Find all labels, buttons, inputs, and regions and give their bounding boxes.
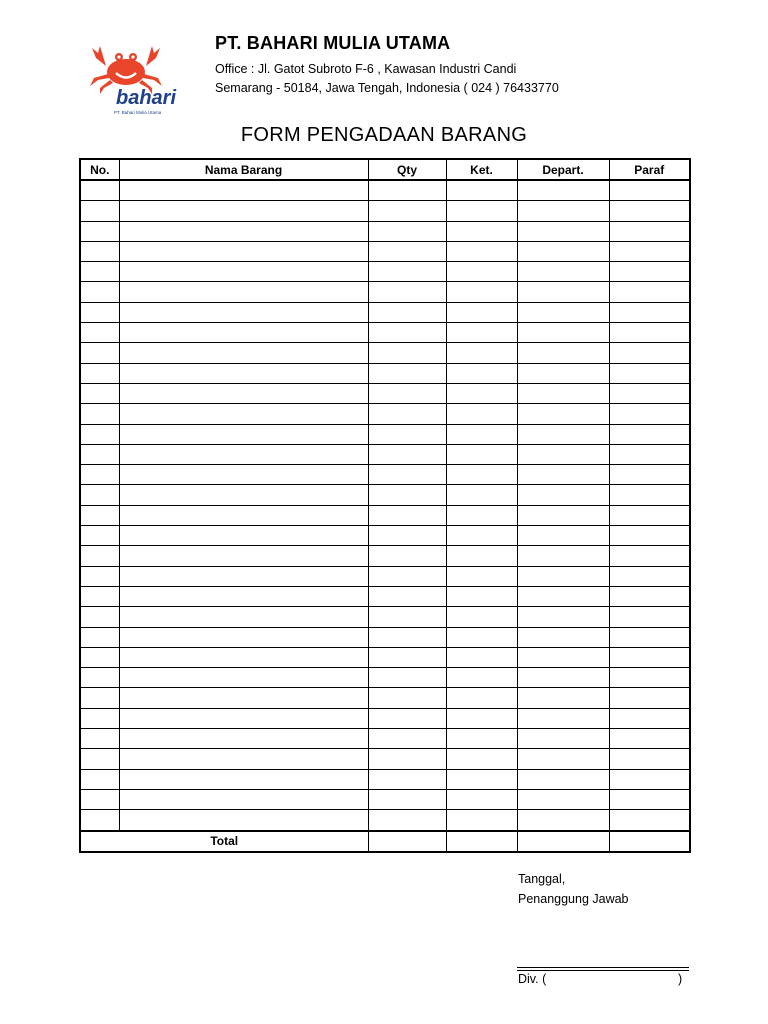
table-row: [80, 383, 690, 403]
cell-no[interactable]: [80, 282, 119, 302]
cell-depart[interactable]: [517, 444, 609, 464]
total-row: [80, 831, 690, 852]
cell-ket[interactable]: [446, 749, 517, 769]
cell-no[interactable]: [80, 302, 119, 322]
cell-qty[interactable]: [368, 465, 446, 485]
cell-depart[interactable]: [517, 282, 609, 302]
cell-paraf[interactable]: [609, 607, 690, 627]
cell-ket[interactable]: [446, 586, 517, 606]
table-row: [80, 566, 690, 586]
cell-ket[interactable]: [446, 180, 517, 201]
cell-no[interactable]: [80, 383, 119, 403]
cell-ket[interactable]: [446, 485, 517, 505]
cell-qty[interactable]: [368, 485, 446, 505]
cell-nama-barang[interactable]: [119, 729, 368, 749]
column-header-paraf: Paraf: [609, 159, 690, 180]
cell-qty[interactable]: [368, 546, 446, 566]
cell-no[interactable]: [80, 789, 119, 809]
cell-paraf[interactable]: [609, 383, 690, 403]
cell-paraf[interactable]: [609, 769, 690, 789]
cell-depart[interactable]: [517, 180, 609, 201]
cell-no[interactable]: [80, 546, 119, 566]
cell-depart[interactable]: [517, 647, 609, 667]
cell-ket[interactable]: [446, 789, 517, 809]
cell-nama-barang[interactable]: [119, 180, 368, 201]
cell-qty[interactable]: [368, 769, 446, 789]
company-address-line1: Office : Jl. Gatot Subroto F-6 , Kawasan Industri Candi: [215, 62, 517, 76]
cell-nama-barang[interactable]: [119, 383, 368, 403]
cell-qty[interactable]: [368, 363, 446, 383]
cell-qty[interactable]: [368, 789, 446, 809]
cell-paraf[interactable]: [609, 789, 690, 809]
cell-nama-barang[interactable]: [119, 404, 368, 424]
table-row: [80, 789, 690, 809]
cell-depart[interactable]: [517, 323, 609, 343]
cell-nama-barang[interactable]: [119, 465, 368, 485]
cell-depart[interactable]: [517, 241, 609, 261]
table-row: [80, 262, 690, 282]
cell-paraf[interactable]: [609, 262, 690, 282]
cell-nama-barang[interactable]: [119, 769, 368, 789]
table-row: [80, 546, 690, 566]
total-cell-paraf[interactable]: [609, 831, 690, 852]
cell-paraf[interactable]: [609, 404, 690, 424]
cell-no[interactable]: [80, 180, 119, 201]
cell-nama-barang[interactable]: [119, 708, 368, 728]
cell-nama-barang[interactable]: [119, 627, 368, 647]
cell-ket[interactable]: [446, 627, 517, 647]
cell-nama-barang[interactable]: [119, 810, 368, 831]
cell-depart[interactable]: [517, 810, 609, 831]
cell-nama-barang[interactable]: [119, 668, 368, 688]
cell-depart[interactable]: [517, 708, 609, 728]
cell-depart[interactable]: [517, 668, 609, 688]
cell-nama-barang[interactable]: [119, 566, 368, 586]
cell-depart[interactable]: [517, 505, 609, 525]
logo-subtext: PT. Bahari Mulia Utama: [114, 110, 162, 115]
cell-ket[interactable]: [446, 688, 517, 708]
procurement-table: [79, 158, 691, 853]
cell-no[interactable]: [80, 586, 119, 606]
table-row: [80, 241, 690, 261]
cell-nama-barang[interactable]: [119, 323, 368, 343]
cell-no[interactable]: [80, 201, 119, 221]
cell-no[interactable]: [80, 465, 119, 485]
table-row: [80, 485, 690, 505]
cell-paraf[interactable]: [609, 566, 690, 586]
cell-ket[interactable]: [446, 282, 517, 302]
cell-qty[interactable]: [368, 444, 446, 464]
table-body: [80, 180, 690, 831]
column-header-nama-barang: Nama Barang: [119, 159, 368, 180]
cell-ket[interactable]: [446, 262, 517, 282]
cell-no[interactable]: [80, 262, 119, 282]
logo-wordmark: bahari: [116, 87, 177, 109]
table-row: [80, 607, 690, 627]
cell-qty[interactable]: [368, 810, 446, 831]
table-row: [80, 668, 690, 688]
cell-no[interactable]: [80, 688, 119, 708]
cell-no[interactable]: [80, 627, 119, 647]
cell-no[interactable]: [80, 485, 119, 505]
cell-paraf[interactable]: [609, 444, 690, 464]
cell-depart[interactable]: [517, 485, 609, 505]
cell-depart[interactable]: [517, 343, 609, 363]
cell-qty[interactable]: [368, 668, 446, 688]
column-header-ket: Ket.: [446, 159, 517, 180]
cell-nama-barang[interactable]: [119, 282, 368, 302]
table-row: [80, 769, 690, 789]
cell-depart[interactable]: [517, 404, 609, 424]
cell-nama-barang[interactable]: [119, 302, 368, 322]
cell-ket[interactable]: [446, 201, 517, 221]
cell-ket[interactable]: [446, 363, 517, 383]
table-row: [80, 810, 690, 831]
form-title: FORM PENGADAAN BARANG: [240, 124, 528, 146]
cell-qty[interactable]: [368, 302, 446, 322]
cell-qty[interactable]: [368, 749, 446, 769]
cell-paraf[interactable]: [609, 363, 690, 383]
cell-qty[interactable]: [368, 688, 446, 708]
cell-qty[interactable]: [368, 647, 446, 667]
table-row: [80, 505, 690, 525]
cell-qty[interactable]: [368, 708, 446, 728]
cell-nama-barang[interactable]: [119, 444, 368, 464]
cell-paraf[interactable]: [609, 505, 690, 525]
cell-paraf[interactable]: [609, 180, 690, 201]
table-row: [80, 465, 690, 485]
cell-depart[interactable]: [517, 607, 609, 627]
cell-qty[interactable]: [368, 424, 446, 444]
table-row: [80, 526, 690, 546]
cell-depart[interactable]: [517, 201, 609, 221]
cell-nama-barang[interactable]: [119, 363, 368, 383]
cell-depart[interactable]: [517, 465, 609, 485]
cell-nama-barang[interactable]: [119, 241, 368, 261]
cell-paraf[interactable]: [609, 586, 690, 606]
cell-qty[interactable]: [368, 323, 446, 343]
cell-nama-barang[interactable]: [119, 526, 368, 546]
cell-ket[interactable]: [446, 241, 517, 261]
cell-paraf[interactable]: [609, 526, 690, 546]
cell-no[interactable]: [80, 566, 119, 586]
cell-ket[interactable]: [446, 647, 517, 667]
cell-ket[interactable]: [446, 444, 517, 464]
table-row: [80, 647, 690, 667]
cell-paraf[interactable]: [609, 424, 690, 444]
cell-nama-barang[interactable]: [119, 262, 368, 282]
cell-ket[interactable]: [446, 607, 517, 627]
cell-depart[interactable]: [517, 221, 609, 241]
cell-qty[interactable]: [368, 221, 446, 241]
table-row: [80, 404, 690, 424]
total-cell-depart[interactable]: [517, 831, 609, 852]
table-row: [80, 688, 690, 708]
cell-no[interactable]: [80, 647, 119, 667]
company-logo: [86, 42, 182, 118]
table-row: [80, 627, 690, 647]
cell-depart[interactable]: [517, 566, 609, 586]
cell-qty[interactable]: [368, 241, 446, 261]
cell-paraf[interactable]: [609, 485, 690, 505]
cell-depart[interactable]: [517, 688, 609, 708]
cell-paraf[interactable]: [609, 708, 690, 728]
table-row: [80, 180, 690, 201]
cell-paraf[interactable]: [609, 302, 690, 322]
signature-division-label: Div. (: [518, 972, 547, 986]
table-header-row: [80, 159, 690, 180]
cell-paraf[interactable]: [609, 465, 690, 485]
cell-depart[interactable]: [517, 627, 609, 647]
cell-ket[interactable]: [446, 810, 517, 831]
cell-ket[interactable]: [446, 302, 517, 322]
cell-depart[interactable]: [517, 749, 609, 769]
cell-nama-barang[interactable]: [119, 485, 368, 505]
cell-depart[interactable]: [517, 363, 609, 383]
cell-qty[interactable]: [368, 201, 446, 221]
cell-no[interactable]: [80, 424, 119, 444]
cell-depart[interactable]: [517, 586, 609, 606]
cell-no[interactable]: [80, 729, 119, 749]
column-header-no: No.: [80, 159, 119, 180]
cell-qty[interactable]: [368, 729, 446, 749]
cell-no[interactable]: [80, 505, 119, 525]
cell-no[interactable]: [80, 810, 119, 831]
cell-ket[interactable]: [446, 404, 517, 424]
table-row: [80, 363, 690, 383]
cell-no[interactable]: [80, 708, 119, 728]
cell-qty[interactable]: [368, 586, 446, 606]
table-row: [80, 323, 690, 343]
cell-paraf[interactable]: [609, 749, 690, 769]
cell-ket[interactable]: [446, 668, 517, 688]
cell-paraf[interactable]: [609, 546, 690, 566]
cell-depart[interactable]: [517, 769, 609, 789]
cell-qty[interactable]: [368, 180, 446, 201]
cell-nama-barang[interactable]: [119, 749, 368, 769]
cell-no[interactable]: [80, 241, 119, 261]
cell-no[interactable]: [80, 363, 119, 383]
cell-no[interactable]: [80, 749, 119, 769]
cell-qty[interactable]: [368, 607, 446, 627]
table-row: [80, 201, 690, 221]
cell-depart[interactable]: [517, 729, 609, 749]
signature-line-double: [517, 970, 689, 971]
cell-ket[interactable]: [446, 424, 517, 444]
cell-paraf[interactable]: [609, 688, 690, 708]
cell-nama-barang[interactable]: [119, 607, 368, 627]
cell-ket[interactable]: [446, 769, 517, 789]
column-header-depart: Depart.: [517, 159, 609, 180]
cell-no[interactable]: [80, 404, 119, 424]
table-row: [80, 424, 690, 444]
cell-nama-barang[interactable]: [119, 221, 368, 241]
cell-nama-barang[interactable]: [119, 424, 368, 444]
cell-nama-barang[interactable]: [119, 546, 368, 566]
cell-no[interactable]: [80, 769, 119, 789]
cell-no[interactable]: [80, 444, 119, 464]
cell-depart[interactable]: [517, 302, 609, 322]
table-row: [80, 708, 690, 728]
cell-depart[interactable]: [517, 383, 609, 403]
cell-paraf[interactable]: [609, 241, 690, 261]
cell-nama-barang[interactable]: [119, 647, 368, 667]
table-row: [80, 749, 690, 769]
cell-qty[interactable]: [368, 282, 446, 302]
cell-no[interactable]: [80, 607, 119, 627]
signature-date-label: Tanggal,: [518, 872, 566, 886]
table-row: [80, 729, 690, 749]
cell-depart[interactable]: [517, 546, 609, 566]
cell-no[interactable]: [80, 526, 119, 546]
cell-nama-barang[interactable]: [119, 505, 368, 525]
cell-qty[interactable]: [368, 627, 446, 647]
total-cell-ket[interactable]: [446, 831, 517, 852]
signature-line: [517, 967, 689, 968]
cell-qty[interactable]: [368, 526, 446, 546]
column-header-qty: Qty: [368, 159, 446, 180]
cell-ket[interactable]: [446, 505, 517, 525]
company-name: PT. BAHARI MULIA UTAMA: [215, 33, 451, 53]
cell-ket[interactable]: [446, 708, 517, 728]
cell-depart[interactable]: [517, 789, 609, 809]
cell-paraf[interactable]: [609, 282, 690, 302]
cell-ket[interactable]: [446, 526, 517, 546]
cell-ket[interactable]: [446, 546, 517, 566]
cell-paraf[interactable]: [609, 343, 690, 363]
signature-division-close: ): [678, 972, 683, 986]
cell-ket[interactable]: [446, 566, 517, 586]
total-cell-qty[interactable]: [368, 831, 446, 852]
table-row: [80, 302, 690, 322]
table-row: [80, 282, 690, 302]
company-address-line2: Semarang - 50184, Jawa Tengah, Indonesia ( 024 ) 76433770: [215, 81, 559, 95]
cell-qty[interactable]: [368, 383, 446, 403]
signature-role-label: Penanggung Jawab: [518, 892, 629, 906]
cell-paraf[interactable]: [609, 627, 690, 647]
cell-paraf[interactable]: [609, 647, 690, 667]
cell-depart[interactable]: [517, 424, 609, 444]
cell-qty[interactable]: [368, 566, 446, 586]
cell-paraf[interactable]: [609, 668, 690, 688]
table-row: [80, 343, 690, 363]
cell-paraf[interactable]: [609, 201, 690, 221]
cell-depart[interactable]: [517, 262, 609, 282]
cell-nama-barang[interactable]: [119, 688, 368, 708]
cell-ket[interactable]: [446, 729, 517, 749]
cell-ket[interactable]: [446, 465, 517, 485]
cell-nama-barang[interactable]: [119, 586, 368, 606]
cell-ket[interactable]: [446, 383, 517, 403]
cell-qty[interactable]: [368, 404, 446, 424]
cell-paraf[interactable]: [609, 810, 690, 831]
cell-qty[interactable]: [368, 343, 446, 363]
cell-no[interactable]: [80, 668, 119, 688]
cell-nama-barang[interactable]: [119, 789, 368, 809]
cell-paraf[interactable]: [609, 221, 690, 241]
cell-qty[interactable]: [368, 262, 446, 282]
total-label: Total: [80, 831, 368, 852]
cell-nama-barang[interactable]: [119, 201, 368, 221]
cell-no[interactable]: [80, 221, 119, 241]
cell-no[interactable]: [80, 343, 119, 363]
cell-nama-barang[interactable]: [119, 343, 368, 363]
cell-no[interactable]: [80, 323, 119, 343]
cell-ket[interactable]: [446, 323, 517, 343]
cell-ket[interactable]: [446, 221, 517, 241]
cell-paraf[interactable]: [609, 323, 690, 343]
cell-qty[interactable]: [368, 505, 446, 525]
table-row: [80, 586, 690, 606]
cell-ket[interactable]: [446, 343, 517, 363]
cell-paraf[interactable]: [609, 729, 690, 749]
cell-depart[interactable]: [517, 526, 609, 546]
table-row: [80, 221, 690, 241]
table-row: [80, 444, 690, 464]
